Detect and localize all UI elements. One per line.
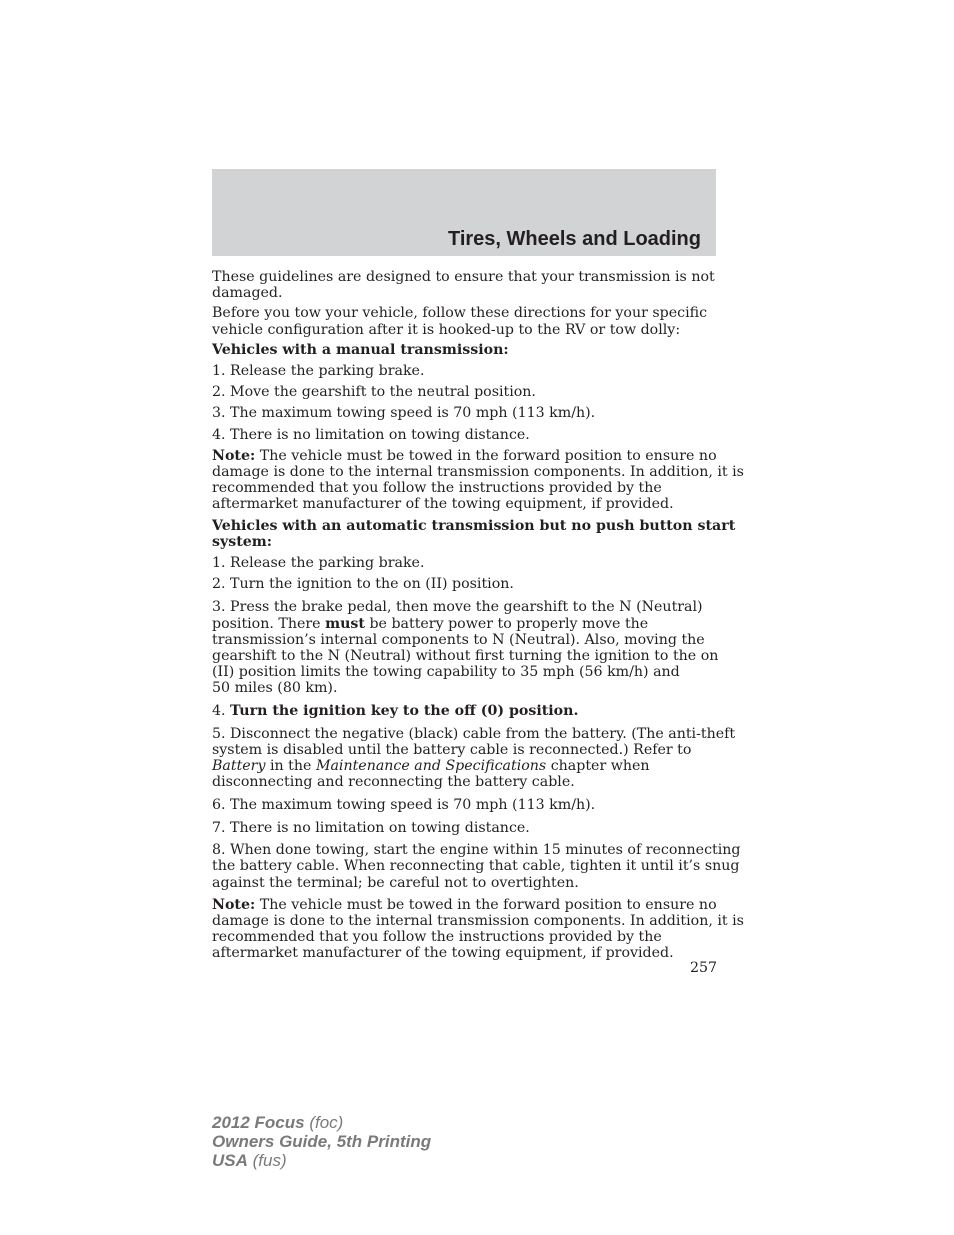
auto-step-5: 5. Disconnect the negative (black) cable from the battery. (The anti-theft system is disabled until the battery cable is reconnected.) Refer to Battery in the Maintenance and Specifications chapter when disconnecting and reconnecting the battery cable. [212,725,736,791]
note-paragraph-2: Note: The vehicle must be towed in the forward position to ensure no damage is done to the internal transmission components. In addition, it is recommended that you follow the instructions provided by the aftermarket manufacturer of the towing equipment, if provided. [212,896,744,962]
manual-step: 4. There is no limitation on towing distance. [212,426,530,443]
section-title: Tires, Wheels and Loading [447,228,701,250]
auto-step: 1. Release the parking brake. [212,555,425,572]
manual-heading: Vehicles with a manual transmission: [212,341,509,358]
intro-paragraph-1: These guidelines are designed to ensure that your transmission is not damaged. [212,269,715,302]
section-header-band [212,169,716,256]
page-number: 257 [690,960,718,976]
auto-step-8: 8. When done towing, start the engine within 15 minutes of reconnecting the battery cable. When reconnecting that cable, tighten it until it’s snug against the terminal; be careful not to overtighten. [212,842,741,891]
auto-step: 7. There is no limitation on towing distance. [212,819,530,836]
note-paragraph-1: Note: The vehicle must be towed in the forward position to ensure no damage is done to the internal transmission components. In addition, it is recommended that you follow the instructions provided by the aftermarket manufacturer of the towing equipment, if provided. [212,447,744,513]
manual-step: 3. The maximum towing speed is 70 mph (113 km/h). [212,405,596,422]
auto-heading: Vehicles with an automatic transmission but no push button start system: [212,517,736,550]
page-content [212,269,744,962]
footer-edition-info: 2012 Focus (foc) Owners Guide, 5th Printing USA (fus) [212,1113,432,1170]
auto-step-4: 4. Turn the ignition key to the off (0) position. [212,702,579,719]
note-label: Note: [212,896,256,913]
auto-step: 6. The maximum towing speed is 70 mph (113 km/h). [212,796,596,813]
auto-step-3: 3. Press the brake pedal, then move the gearshift to the N (Neutral) position. There must be battery power to properly move the transmission’s internal components to N (Neutral). Also, moving the gearshift to the N (Neutral) without first turning the ignition to the on (II) position limits the towing capability to 35 mph (56 km/h) and 50 miles (80 km). [212,599,719,697]
manual-step: 2. Move the gearshift to the neutral position. [212,384,536,401]
intro-paragraph-2: Before you tow your vehicle, follow these directions for your specific vehicle configuration after it is hooked-up to the RV or tow dolly: [212,305,708,338]
note-label: Note: [212,447,256,464]
manual-step: 1. Release the parking brake. [212,363,425,380]
auto-step: 2. Turn the ignition to the on (II) position. [212,576,514,593]
